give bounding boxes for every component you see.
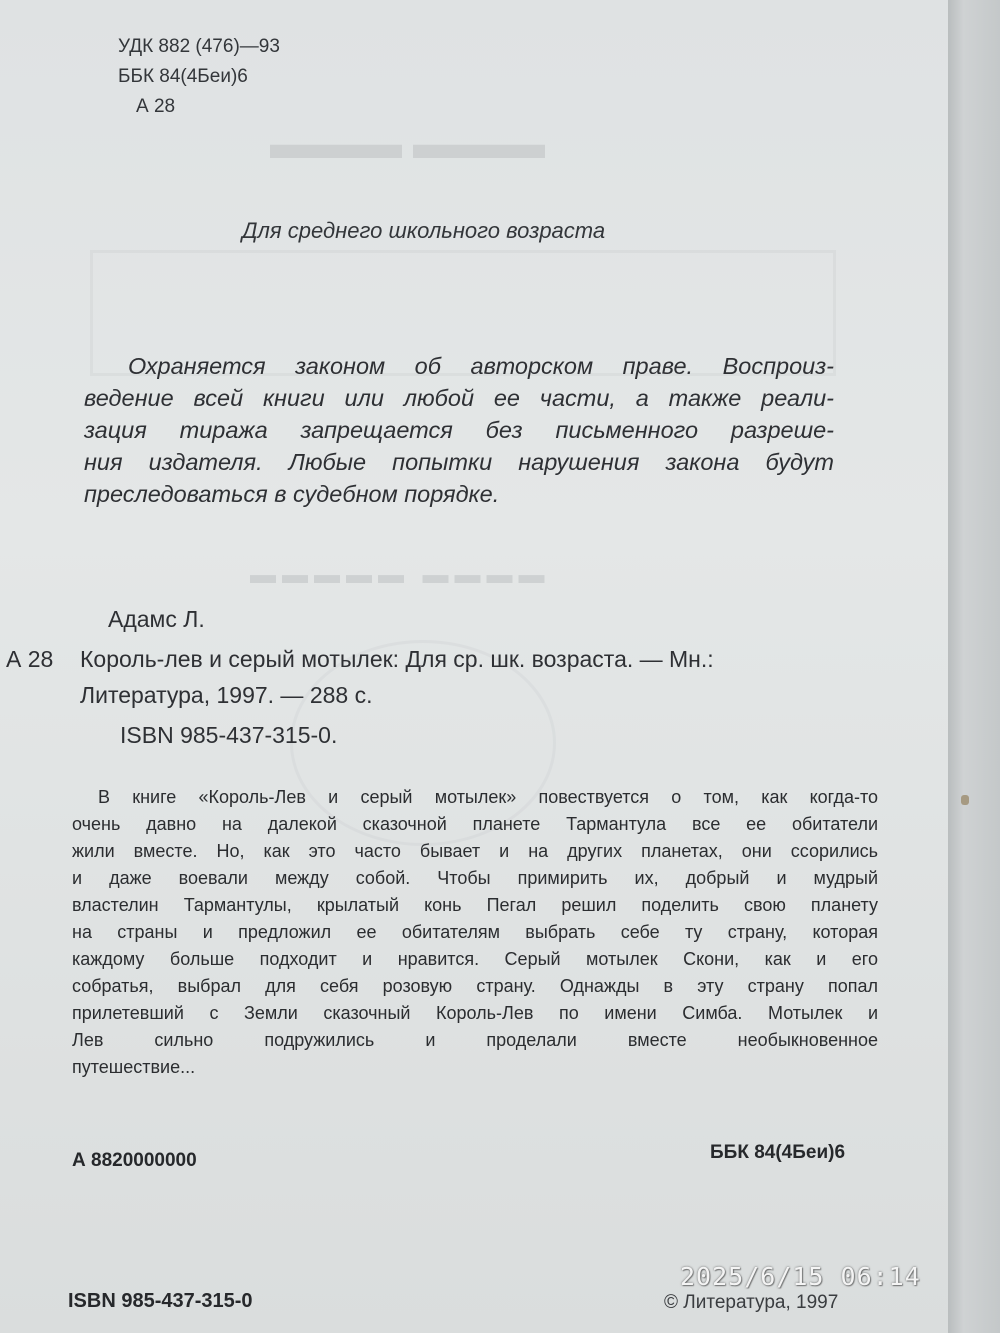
staple	[961, 795, 969, 805]
annotation-line: В книге «Король-Лев и серый мотылек» повествуется о том, как когда-то	[98, 787, 878, 807]
copyright-line: зация тиража запрещается без письменного разреше-	[84, 417, 834, 443]
footer-bbk: ББК 84(4Беи)6	[710, 1142, 846, 1163]
bib-author: Адамс Л.	[108, 606, 205, 632]
bbk-code: ББК 84(4Беи)6	[118, 66, 248, 87]
annotation-line: очень давно на далекой сказочной планете Тармантула все ее обитатели	[72, 814, 878, 834]
copyright-line: ния издателя. Любые попытки нарушения закона будут	[84, 449, 834, 475]
annotation-line: путешествие...	[72, 1057, 196, 1077]
book-edge	[948, 0, 1000, 1333]
annotation	[72, 784, 878, 1081]
annotation-line: Лев сильно подружились и проделали вместе необыкновенное	[72, 1030, 878, 1050]
annotation-line: на страны и предложил ее обитателям выбрать себе ту страну, которая	[72, 922, 878, 942]
bib-title: Король-лев и серый мотылек: Для ср. шк. возраста. — Мн.:	[80, 646, 714, 672]
annotation-line: собратья, выбрал для себя розовую страну. Однажды в эту страну попал	[72, 976, 878, 996]
annotation-line: и даже воевали между собой. Чтобы примирить их, добрый и мудрый	[72, 868, 878, 888]
footer-isbn: ISBN 985-437-315-0	[68, 1290, 253, 1312]
annotation-line: каждому больше подходит и нравится. Серый мотылек Скони, как и его	[72, 949, 878, 969]
bib-index: А 28	[6, 646, 54, 672]
bib-publisher: Литература, 1997. — 288 с.	[80, 682, 373, 708]
age-note: Для среднего школьного возраста	[242, 218, 606, 243]
bleed-through-subtitle: ▬▬▬▬▬ ▬▬▬▬	[250, 560, 551, 589]
footer-code: А 8820000000	[72, 1150, 197, 1171]
footer-copyright: © Литература, 1997	[664, 1292, 839, 1313]
bib-isbn: ISBN 985-437-315-0.	[120, 722, 338, 748]
copyright-line: ведение всей книги или любой ее части, а также реали-	[84, 385, 834, 411]
annotation-line: жили вместе. Но, как это часто бывает и на других планетах, они ссорились	[72, 841, 878, 861]
copyright-line: Охраняется законом об авторском праве. Воспроиз-	[128, 353, 834, 379]
author-mark: А 28	[136, 96, 176, 117]
annotation-line: властелин Тармантулы, крылатый конь Пегал решил поделить свою планету	[72, 895, 878, 915]
copyright-notice	[84, 350, 834, 510]
annotation-line: прилетевший с Земли сказочный Король-Лев по имени Симба. Мотылек и	[72, 1003, 878, 1023]
copyright-line: преследоваться в судебном порядке.	[84, 481, 500, 507]
photo-timestamp: 2025/6/15 06:14	[680, 1262, 921, 1291]
udk-code: УДК 882 (476)—93	[118, 36, 280, 57]
bleed-through-title: ▬▬▬ ▬▬▬	[270, 119, 545, 168]
